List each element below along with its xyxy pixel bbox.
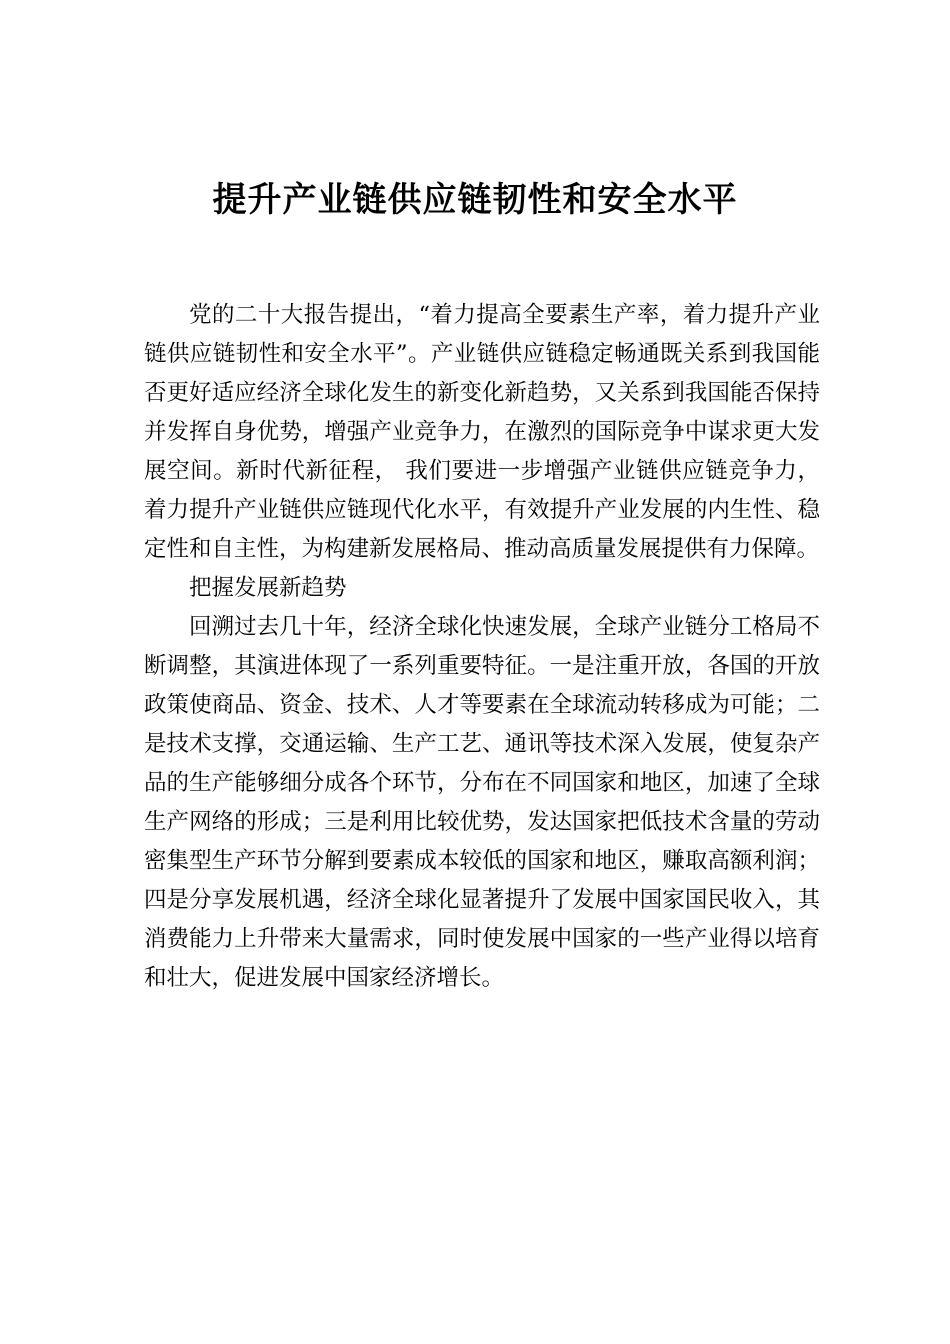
document-body — [144, 296, 820, 998]
paragraph-intro: 党的二十大报告提出，“着力提高全要素生产率，着力提升产业链供应链韧性和安全水平”。产业链供应链稳定畅通既关系到我国能否更好适应经济全球化发生的新变化新趋势，又关系到我国能否保持并发挥自身优势，增强产业竞争力，在激烈的国际竞争中谋求更大发展空间。新时代新征程， 我们要进一步增强产业链供应链竞争力，着力提升产业链供应链现代化水平，有效提升产业发展的内生性、稳定性和自主性，为构建新发展格局、推动高质量发展提供有力保障。 — [144, 302, 820, 562]
document-title: 提升产业链供应链韧性和安全水平 — [212, 180, 738, 220]
paragraph-trends: 回溯过去几十年，经济全球化快速发展，全球产业链分工格局不断调整，其演进体现了一系列重要特征。一是注重开放，各国的开放政策使商品、资金、技术、人才等要素在全球流动转移成为可能；二是技术支撑，交通运输、生产工艺、通讯等技术深入发展，使复杂产品的生产能够细分成各个环节，分布在不同国家和地区，加速了全球生产网络的形成；三是利用比较优势，发达国家把低技术含量的劳动密集型生产环节分解到要素成本较低的国家和地区，赚取高额利润；四是分享发展机遇，经济全球化显著提升了发展中国家国民收入，其消费能力上升带来大量需求，同时使发展中国家的一些产业得以培育和壮大，促进发展中国家经济增长。 — [144, 614, 820, 991]
section-heading: 把握发展新趋势 — [189, 575, 347, 601]
